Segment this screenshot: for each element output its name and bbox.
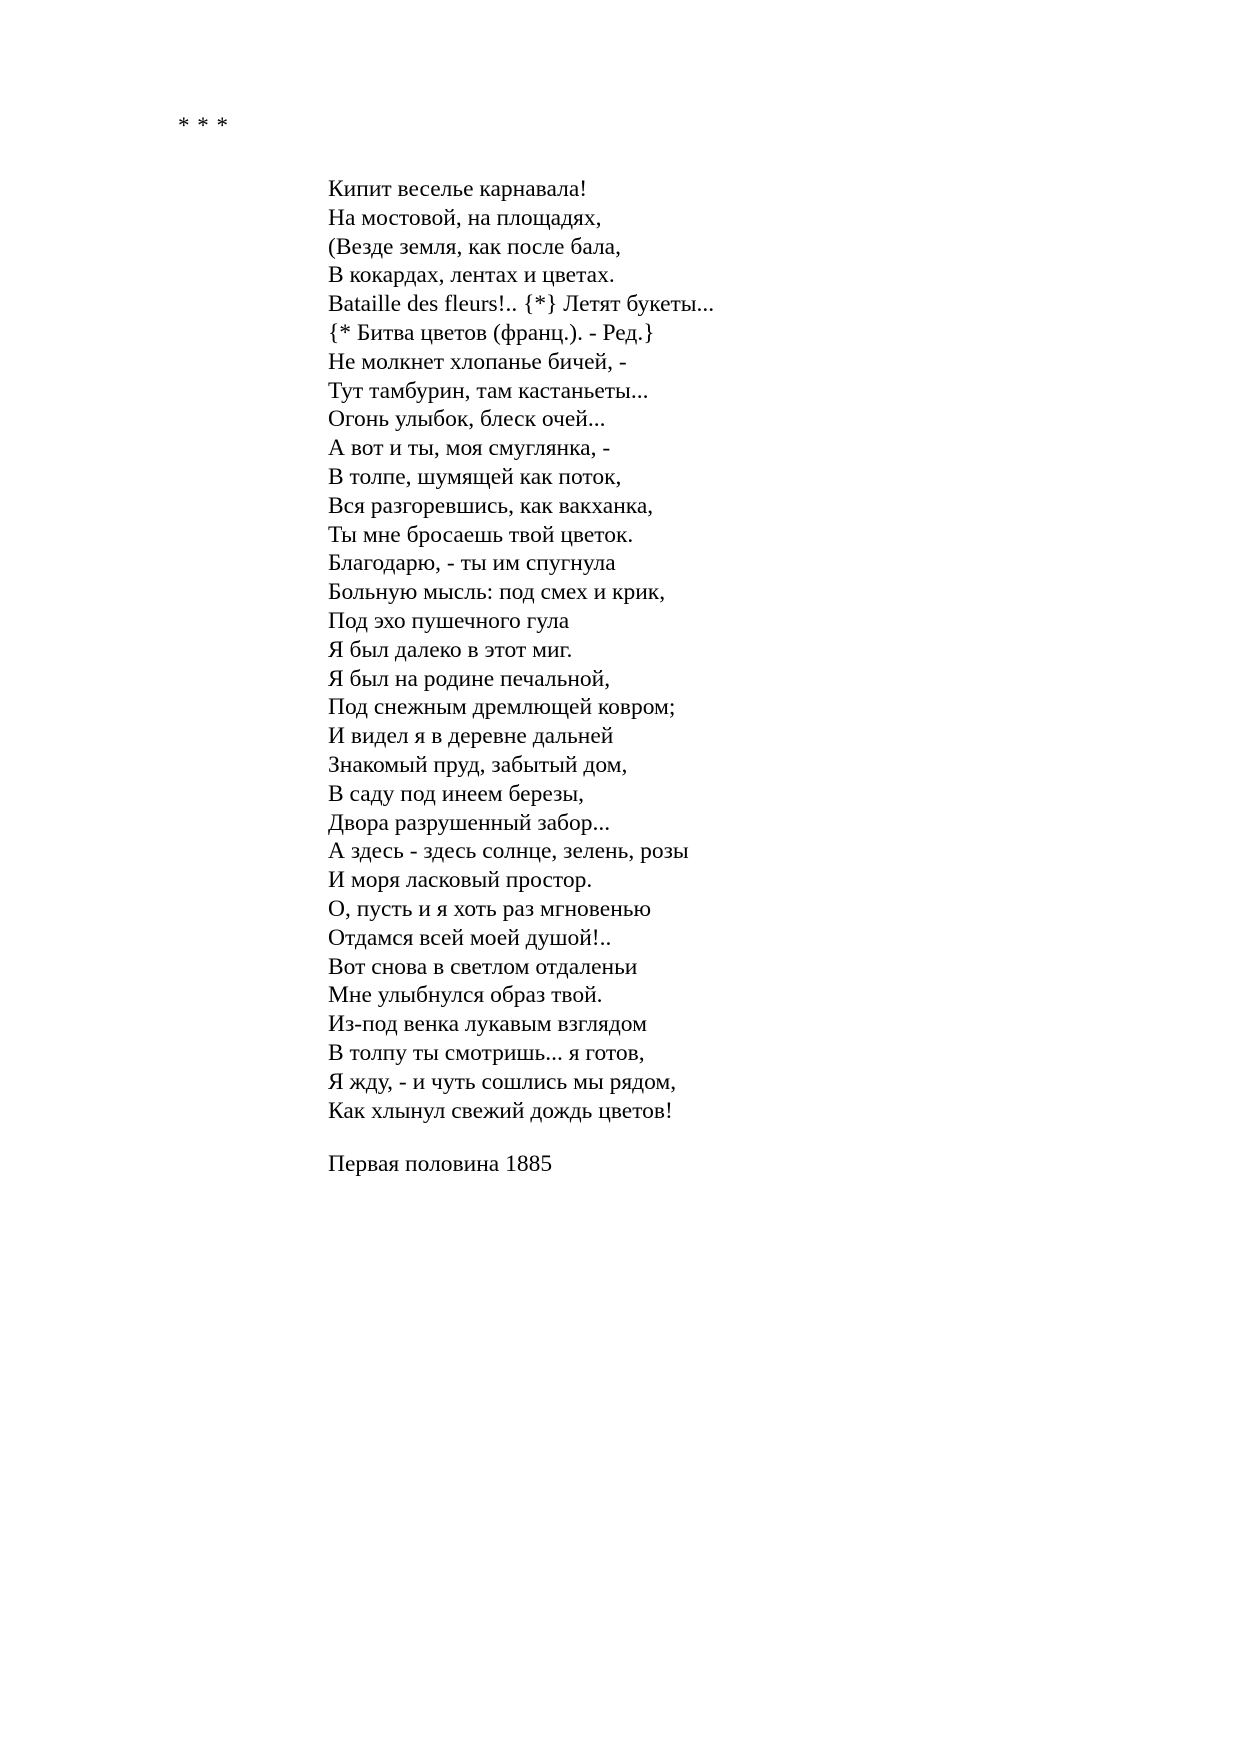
poem-line: Больную мысль: под смех и крик,: [328, 579, 666, 606]
poem-line: Как хлынул свежий дождь цветов!: [328, 1097, 673, 1124]
poem-line: Двора разрушенный забор...: [328, 809, 611, 836]
poem-line: Кипит веселье карнавала!: [328, 176, 588, 202]
poem-line: Bataille des fleurs!.. {*} Летят букеты...: [328, 291, 715, 318]
poem-line: Не молкнет хлопанье бичей, -: [328, 348, 627, 375]
footnote-line: {* Битва цветов (франц.). - Ред.}: [328, 319, 655, 346]
poem-line: Тут тамбурин, там кастаньеты...: [328, 377, 649, 404]
poem-line: На мостовой, на площадях,: [328, 204, 602, 231]
poem-line: (Везде земля, как после бала,: [328, 233, 621, 260]
poem-line: Я жду, - и чуть сошлись мы рядом,: [328, 1068, 677, 1095]
section-ornament: * * *: [178, 113, 229, 138]
poem-line: Я был на родине печальной,: [328, 665, 611, 692]
poem-line: Знакомый пруд, забытый дом,: [328, 751, 628, 778]
poem-date: Первая половина 1885: [328, 1151, 553, 1177]
poem-line: Огонь улыбок, блеск очей...: [328, 406, 606, 433]
poem-text: [328, 175, 714, 1125]
poem-line: В саду под инеем березы,: [328, 780, 585, 807]
poem-line: Я был далеко в этот миг.: [328, 636, 573, 663]
poem-line: В кокардах, лентах и цветах.: [328, 262, 615, 289]
poem-line: А здесь - здесь солнце, зелень, розы: [328, 838, 689, 865]
poem-line: В толпе, шумящей как поток,: [328, 463, 622, 490]
poem-line: Под снежным дремлющей ковром;: [328, 694, 676, 721]
poem-line: А вот и ты, моя смуглянка, -: [328, 435, 611, 462]
poem-line: И видел я в деревне дальней: [328, 723, 614, 750]
poem-line: Ты мне бросаешь твой цветок.: [328, 521, 634, 548]
poem-line: Вот снова в светлом отдаленьи: [328, 953, 638, 980]
poem-line: Вся разгоревшись, как вакханка,: [328, 492, 654, 519]
poem-line: Мне улыбнулся образ твой.: [328, 982, 603, 1009]
poem-line: И моря ласковый простор.: [328, 867, 593, 894]
poem-line: Под эхо пушечного гула: [328, 607, 570, 634]
poem-line: Благодарю, - ты им спугнула: [328, 550, 616, 577]
poem-line: Отдамся всей моей душой!..: [328, 924, 612, 951]
poem-line: В толпу ты смотришь... я готов,: [328, 1039, 645, 1066]
poem-line: О, пусть и я хоть раз мгновенью: [328, 895, 652, 922]
poem-line: Из-под венка лукавым взглядом: [328, 1011, 647, 1038]
